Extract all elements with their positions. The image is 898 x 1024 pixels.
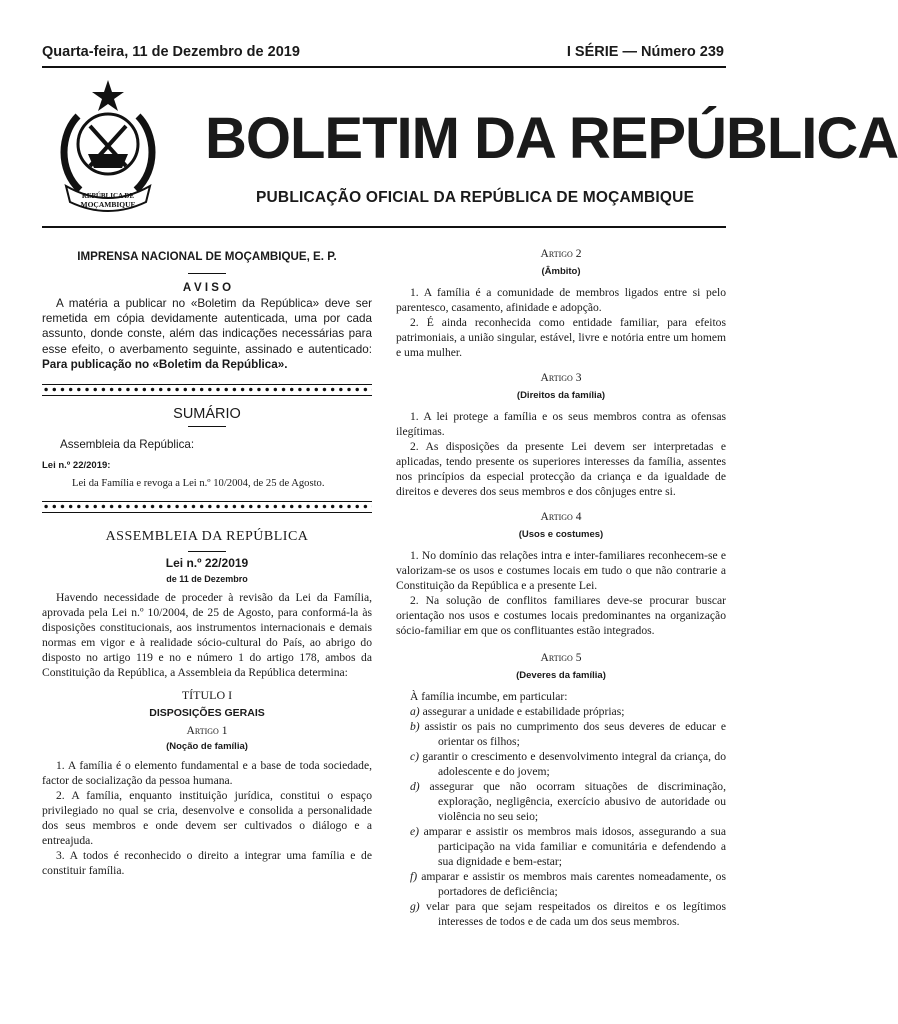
artigo-3-subtitle: (Direitos da família): [516, 390, 606, 401]
issue-date: Quarta-feira, 11 de Dezembro de 2019: [42, 44, 300, 60]
aviso-title: A V I S O: [182, 282, 232, 294]
left-column: [42, 240, 372, 878]
aviso-body: A matéria a publicar no «Boletim da República» deve ser remetida em cópia devidamente autenticada, uma por cada assunto, donde conste, além das indicações necessárias para esse efeito, o averbamento seguinte, assinado e autenticado:: [42, 297, 372, 356]
artigo-2-paragraph-2: 2. É ainda reconhecida como entidade familiar, para efeitos patrimoniais, a união singular, estável, livre e notória entre um homem e uma mulher.: [396, 316, 726, 359]
artigo-2-heading: Artigo 2: [540, 248, 582, 260]
disposicoes-heading: DISPOSIÇÕES GERAIS: [149, 707, 265, 720]
artigo-2-paragraph-1: 1. A família é a comunidade de membros ligados entre si pelo parentesco, casamento, afinidade e adopção.: [396, 286, 726, 314]
list-item: [396, 704, 726, 719]
aviso-bold: Para publicação no «Boletim da República».: [42, 357, 288, 371]
item-text: amparar e assistir os membros mais idosos, assegurando a sua participação na vida familiar e comunitária e defendendo a sua dignidade e bem-estar;: [423, 825, 726, 868]
item-text: velar para que sejam respeitados os direitos e os legítimos interesses de todos e de cada um dos seus membros.: [426, 900, 726, 928]
imprensa-heading: IMPRENSA NACIONAL DE MOÇAMBIQUE, E. P.: [77, 250, 337, 263]
list-item: [396, 749, 726, 779]
item-key: a): [410, 705, 420, 718]
artigo-5-heading: Artigo 5: [540, 652, 582, 664]
sumario-lei: Lei n.º 22/2019:: [42, 460, 111, 472]
aviso-text: [42, 296, 372, 372]
artigo-4-paragraph-1: 1. No domínio das relações intra e inter-familiares reconhecem-se e valorizam-se os usos e costumes locais em tudo o que não contrarie a Constituição da República e a presente Lei.: [396, 549, 726, 592]
coat-of-arms-emblem: [42, 74, 154, 222]
dotted-divider: [42, 384, 372, 396]
preamble: Havendo necessidade de proceder à revisão da Lei da Família, aprovada pela Lei n.º 10/2004, de 25 de Agosto, para conformá-la às disposições constitucionais, aos instrumentos internacionais e demais normas em vigor e à realidade sócio-cultural do País, ao abrigo do disposto no artigo 119 e no e número 1 do artigo 178, ambos da Constituição da República, a Assembleia da República determina:: [42, 591, 372, 680]
item-key: g): [410, 900, 420, 913]
artigo-1-subtitle: (Noção de família): [166, 741, 248, 753]
titulo-heading: TÍTULO I: [181, 688, 233, 703]
artigo-4-paragraph-2: 2. Na solução de conflitos familiares deve-se procurar buscar orientação nos usos e costumes locais predominantes na organização sócio-familiar em que os conflituantes estão integrados.: [396, 594, 726, 637]
divider: [188, 551, 226, 552]
list-item: [396, 899, 726, 929]
artigo-1-paragraph-1: 1. A família é o elemento fundamental e a base de toda sociedade, factor de socialização da pessoa humana.: [42, 759, 372, 788]
publication-subtitle: PUBLICAÇÃO OFICIAL DA REPÚBLICA DE MOÇAMBIQUE: [256, 189, 695, 206]
lei-date: de 11 de Dezembro: [166, 574, 248, 585]
item-key: b): [410, 720, 420, 733]
divider: [188, 273, 226, 274]
list-item: [396, 719, 726, 749]
item-key: d): [410, 780, 420, 793]
right-column: [396, 240, 726, 929]
item-text: assegurar que não ocorram situações de discriminação, exploração, negligência, exercício abusivo de autoridade ou violência no seu seio;: [429, 780, 726, 823]
artigo-1-heading: Artigo 1: [186, 725, 228, 738]
publication-title: BOLETIM DA REPÚBLICA: [205, 106, 898, 171]
item-text: assegurar a unidade e estabilidade próprias;: [422, 705, 625, 718]
duties-list: [396, 704, 726, 929]
list-item: [396, 824, 726, 869]
artigo-1-paragraph-3: 3. A todos é reconhecido o direito a integrar uma família e de constituir família.: [42, 849, 372, 878]
lei-number: Lei n.º 22/2019: [165, 556, 249, 571]
artigo-4-heading: Artigo 4: [540, 511, 582, 523]
artigo-3-heading: Artigo 3: [540, 372, 582, 384]
sumario-entity: Assembleia da República:: [60, 438, 195, 452]
artigo-5-subtitle: (Deveres da família): [516, 670, 606, 681]
item-text: garantir o crescimento e desenvolvimento integral da criança, do adolescente e do jovem;: [422, 750, 726, 778]
artigo-2-subtitle: (Âmbito): [541, 266, 581, 277]
sumario-description: Lei da Família e revoga a Lei n.º 10/2004, de 25 de Agosto.: [72, 478, 325, 490]
list-item: [396, 869, 726, 899]
item-text: amparar e assistir os membros mais carentes nomeadamente, os portadores de deficiência;: [421, 870, 726, 898]
item-key: e): [410, 825, 420, 838]
masthead-rule: [42, 226, 726, 228]
sumario-title: SUMÁRIO: [173, 406, 241, 423]
artigo-5-intro: À família incumbe, em particular:: [410, 690, 568, 703]
artigo-4-subtitle: (Usos e costumes): [518, 529, 604, 540]
item-text: assistir os pais no cumprimento dos seus deveres de educar e orientar os filhos;: [424, 720, 726, 748]
artigo-1-paragraph-2: 2. A família, enquanto instituição jurídica, constitui o espaço privilegiado no qual se cria, desenvolve e consolida a personalidade dos seus membros e onde devem ser cultivados o diálogo e a entreajuda.: [42, 789, 372, 848]
artigo-3-paragraph-2: 2. As disposições da presente Lei devem ser interpretadas e aplicadas, tendo presente os superiores interesses da família, assentes nos princípios da especial protecção da criança e da igualdade de direitos e deveres dos seus membros e dos cônjuges entre si.: [396, 440, 726, 498]
list-item: [396, 779, 726, 824]
divider: [188, 426, 226, 427]
item-key: f): [410, 870, 418, 883]
artigo-3-paragraph-1: 1. A lei protege a família e os seus membros contra as ofensas ilegítimas.: [396, 410, 726, 438]
assembleia-heading: ASSEMBLEIA DA REPÚBLICA: [105, 529, 309, 545]
dotted-divider: [42, 501, 372, 513]
emblem-text-1: REPÚBLICA DE: [81, 192, 135, 200]
header-rule: [42, 66, 726, 68]
item-key: c): [410, 750, 420, 763]
issue-series: I SÉRIE — Número 239: [566, 44, 724, 60]
emblem-text-2: MOÇAMBIQUE: [80, 200, 136, 209]
